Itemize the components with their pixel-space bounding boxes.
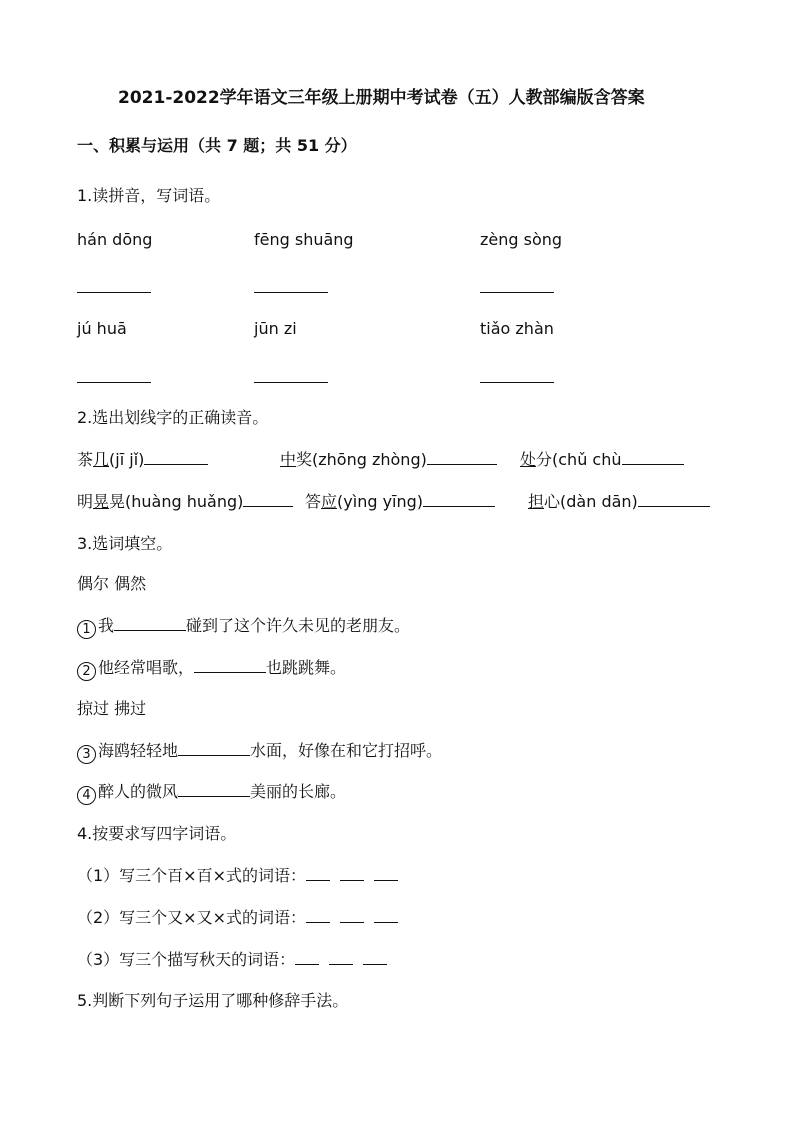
answer-blank[interactable] — [340, 866, 364, 881]
reading-item: 茶几(jī jǐ) — [77, 450, 208, 470]
pinyin-4: jú huā — [77, 319, 127, 338]
fill-sentence-2: 2 他经常唱歌， 也跳跳舞。 — [77, 658, 346, 681]
reading-item: 答应(yìng yīng) — [305, 492, 495, 512]
answer-blank[interactable] — [144, 450, 208, 465]
answer-blank[interactable] — [243, 492, 293, 507]
pinyin-1: hán dōng — [77, 230, 153, 249]
underlined-char: 应 — [321, 492, 338, 511]
question-1-prompt: 1.读拼音，写词语。 — [77, 186, 221, 205]
underlined-char: 几 — [93, 450, 110, 469]
four-char-item-2: （2）写三个又×又×式的词语： — [77, 908, 398, 928]
answer-blank[interactable] — [480, 278, 554, 298]
four-char-item-3: （3）写三个描写秋天的词语： — [77, 950, 387, 970]
circled-number: 2 — [77, 662, 96, 681]
answer-blank[interactable] — [363, 950, 387, 965]
answer-blank[interactable] — [254, 368, 328, 388]
answer-blank[interactable] — [254, 278, 328, 298]
answer-blank[interactable] — [622, 450, 684, 465]
answer-blank[interactable] — [306, 866, 330, 881]
reading-item: 处分(chǔ chù — [520, 450, 684, 470]
answer-blank[interactable] — [77, 368, 151, 388]
fill-sentence-4: 4 醉人的微风 美丽的长廊。 — [77, 782, 346, 805]
answer-blank[interactable] — [329, 950, 353, 965]
answer-blank[interactable] — [374, 866, 398, 881]
pinyin-5: jūn zi — [254, 319, 297, 338]
four-char-item-1: （1）写三个百×百×式的词语： — [77, 866, 398, 886]
answer-blank[interactable] — [306, 908, 330, 923]
underlined-char: 担 — [528, 492, 545, 511]
section-heading: 一、积累与运用（共 7 题；共 51 分） — [77, 136, 357, 155]
circled-number: 1 — [77, 620, 96, 639]
answer-blank[interactable] — [423, 492, 495, 507]
answer-blank[interactable] — [295, 950, 319, 965]
pinyin-2: fēng shuāng — [254, 230, 354, 249]
page-title: 2021-2022学年语文三年级上册期中考试卷（五）人教部编版含答案 — [118, 88, 645, 108]
fill-sentence-3: 3 海鸥轻轻地 水面，好像在和它打招呼。 — [77, 741, 442, 764]
word-choices-2: 掠过 拂过 — [77, 699, 147, 718]
underlined-char: 中 — [280, 450, 297, 469]
answer-blank[interactable] — [178, 782, 250, 797]
question-3-prompt: 3.选词填空。 — [77, 534, 173, 553]
answer-blank[interactable] — [114, 616, 186, 631]
underlined-char: 晃 — [93, 492, 110, 511]
reading-item: 明晃晃(huàng huǎng) — [77, 492, 293, 512]
circled-number: 3 — [77, 745, 96, 764]
question-4-prompt: 4.按要求写四字词语。 — [77, 824, 237, 843]
pinyin-6: tiǎo zhàn — [480, 319, 554, 338]
pinyin-3: zèng sòng — [480, 230, 563, 249]
answer-blank[interactable] — [374, 908, 398, 923]
question-5-prompt: 5.判断下列句子运用了哪种修辞手法。 — [77, 991, 349, 1010]
answer-blank[interactable] — [480, 368, 554, 388]
fill-sentence-1: 1 我 碰到了这个许久未见的老朋友。 — [77, 616, 410, 639]
circled-number: 4 — [77, 786, 96, 805]
answer-blank[interactable] — [178, 741, 250, 756]
answer-blank[interactable] — [340, 908, 364, 923]
word-choices-1: 偶尔 偶然 — [77, 574, 147, 593]
underlined-char: 处 — [520, 450, 537, 469]
answer-blank[interactable] — [638, 492, 710, 507]
reading-item: 中奖(zhōng zhòng) — [280, 450, 497, 470]
answer-blank[interactable] — [194, 658, 266, 673]
answer-blank[interactable] — [427, 450, 497, 465]
question-2-prompt: 2.选出划线字的正确读音。 — [77, 408, 269, 427]
answer-blank[interactable] — [77, 278, 151, 298]
reading-item: 担心(dàn dān) — [528, 492, 710, 512]
